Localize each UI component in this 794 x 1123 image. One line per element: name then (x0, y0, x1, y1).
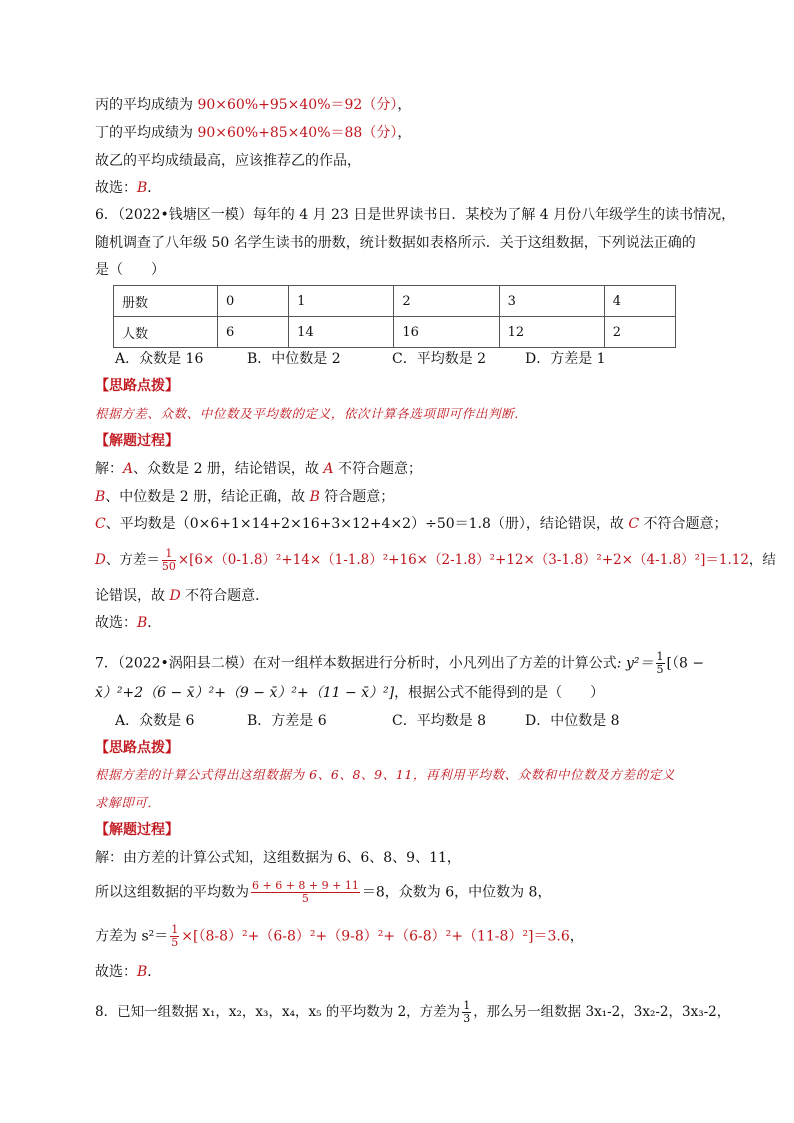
table-cell: 2 (604, 317, 675, 348)
fraction: $\frac{1}{5}$ (656, 650, 664, 676)
solution-heading: 【解题过程】 (95, 822, 179, 838)
option-d: D．方差是 1 (525, 351, 606, 367)
table-cell: 人数 (114, 317, 218, 348)
solution-line: B、中位数是 2 册，结论正确，故 B 符合题意； (95, 489, 395, 505)
fraction: $\frac{1}{5}$ (171, 923, 179, 949)
solution-line: 解：A、众数是 2 册，结论错误，故 A 不符合题意； (95, 461, 422, 477)
option-b: B．方差是 6 (247, 713, 327, 729)
question-7-stem: 7．（2022•涡阳县二模）在对一组样本数据进行分析时，小凡列出了方差的计算公式: y²＝ $\frac{1}{5}$ [（8 − (95, 650, 705, 676)
hint-text: 求解即可． (95, 795, 161, 810)
hint-heading: 【思路点拨】 (95, 740, 179, 756)
answer-line: 故选：B． (95, 180, 162, 196)
answer-line: 故选：B． (95, 615, 162, 631)
solution-heading: 【解题过程】 (95, 433, 179, 449)
table-row (114, 317, 676, 348)
option-a: A．众数是 16 (115, 351, 204, 367)
option-d: D．中位数是 8 (525, 713, 620, 729)
table-cell: 册数 (114, 286, 218, 317)
question-8-stem: 8．已知一组数据 x₁，x₂，x₃，x₄，x₅ 的平均数为 2，方差为 $\frac{1}{3}$ ，那么另一组数据 3x₁-2，3x₂-2，3x₃-2， (95, 999, 731, 1025)
hint-heading: 【思路点拨】 (95, 378, 179, 394)
table-cell: 6 (218, 317, 289, 348)
table-cell: 14 (289, 317, 394, 348)
solution-line: 论错误，故 D 不符合题意． (95, 588, 270, 604)
hint-text: 根据方差、众数、中位数及平均数的定义，依次计算各选项即可作出判断． (95, 406, 528, 421)
fraction: $\frac{1}{50}$ (161, 547, 176, 573)
option-c: C．平均数是 2 (392, 351, 487, 367)
question-7-stem: x̄）²+2（6 − x̄）²+（9 − x̄）²+（11 − x̄）²]，根据公式不能得到的是（ ） (95, 685, 605, 701)
text-line: 丁的平均成绩为 90×60%+85×40%＝88（分）， (95, 125, 412, 141)
fraction: $\frac{1}{3}$ (463, 999, 471, 1025)
solution-line: 解：由方差的计算公式知，这组数据为 6、6、8、9、11， (95, 850, 461, 866)
table-cell: 3 (499, 286, 604, 317)
question-7-options (115, 711, 620, 731)
question-6-stem: 随机调查了八年级 50 名学生读书的册数，统计数据如表格所示．关于这组数据，下列说法正确的 (95, 235, 696, 251)
option-a: A．众数是 6 (115, 713, 195, 729)
solution-line: D、方差＝ $\frac{1}{50}$ ×[6×（0-1.8）²+14×（1-1.8）²+16×（2-1.8）²+12×（3-1.8）²+2×（4-1.8）²]＝1.12，结 (95, 547, 776, 573)
table-row (114, 286, 676, 317)
question-6-stem: 是（ ） (95, 262, 165, 278)
table-cell: 16 (394, 317, 499, 348)
answer-line: 故选：B． (95, 964, 162, 980)
text-line: 故乙的平均成绩最高，应该推荐乙的作品， (95, 153, 361, 169)
question-6-stem: 6．（2022•钱塘区一模）每年的 4 月 23 日是世界读书日．某校为了解 4 月份八年级学生的读书情况， (95, 207, 736, 223)
table-cell: 12 (499, 317, 604, 348)
table-cell: 1 (289, 286, 394, 317)
calc-expression: 90×60%+85×40%＝88（分） (197, 125, 398, 141)
option-b: B．中位数是 2 (247, 351, 341, 367)
option-c: C．平均数是 8 (392, 713, 487, 729)
fraction: $\frac{6 + 6 + 8 + 9 + 11}{5}$ (252, 879, 359, 905)
table-cell: 0 (218, 286, 289, 317)
solution-line: 方差为 s²＝ $\frac{1}{5}$ ×[（8-8）²+（6-8）²+（9-8）²+（6-8）²+（11-8）²]＝3.6， (95, 923, 584, 949)
data-table (113, 285, 676, 348)
solution-line: 所以这组数据的平均数为 $\frac{6 + 6 + 8 + 9 + 11}{5}$ ＝8，众数为 6，中位数为 8， (95, 879, 552, 905)
text-line: 丙的平均成绩为 90×60%+95×40%＝92（分）， (95, 97, 412, 113)
question-6-options (115, 349, 606, 369)
hint-text: 根据方差的计算公式得出这组数据为 6、6、8、9、11，再利用平均数、众数和中位数及方差的定义 (95, 767, 675, 782)
table-cell: 2 (394, 286, 499, 317)
table-cell: 4 (604, 286, 675, 317)
calc-expression: 90×60%+95×40%＝92（分） (197, 97, 398, 113)
solution-line: C、平均数是（0×6+1×14+2×16+3×12+4×2）÷50＝1.8（册），结论错误，故 C 不符合题意； (95, 516, 728, 532)
